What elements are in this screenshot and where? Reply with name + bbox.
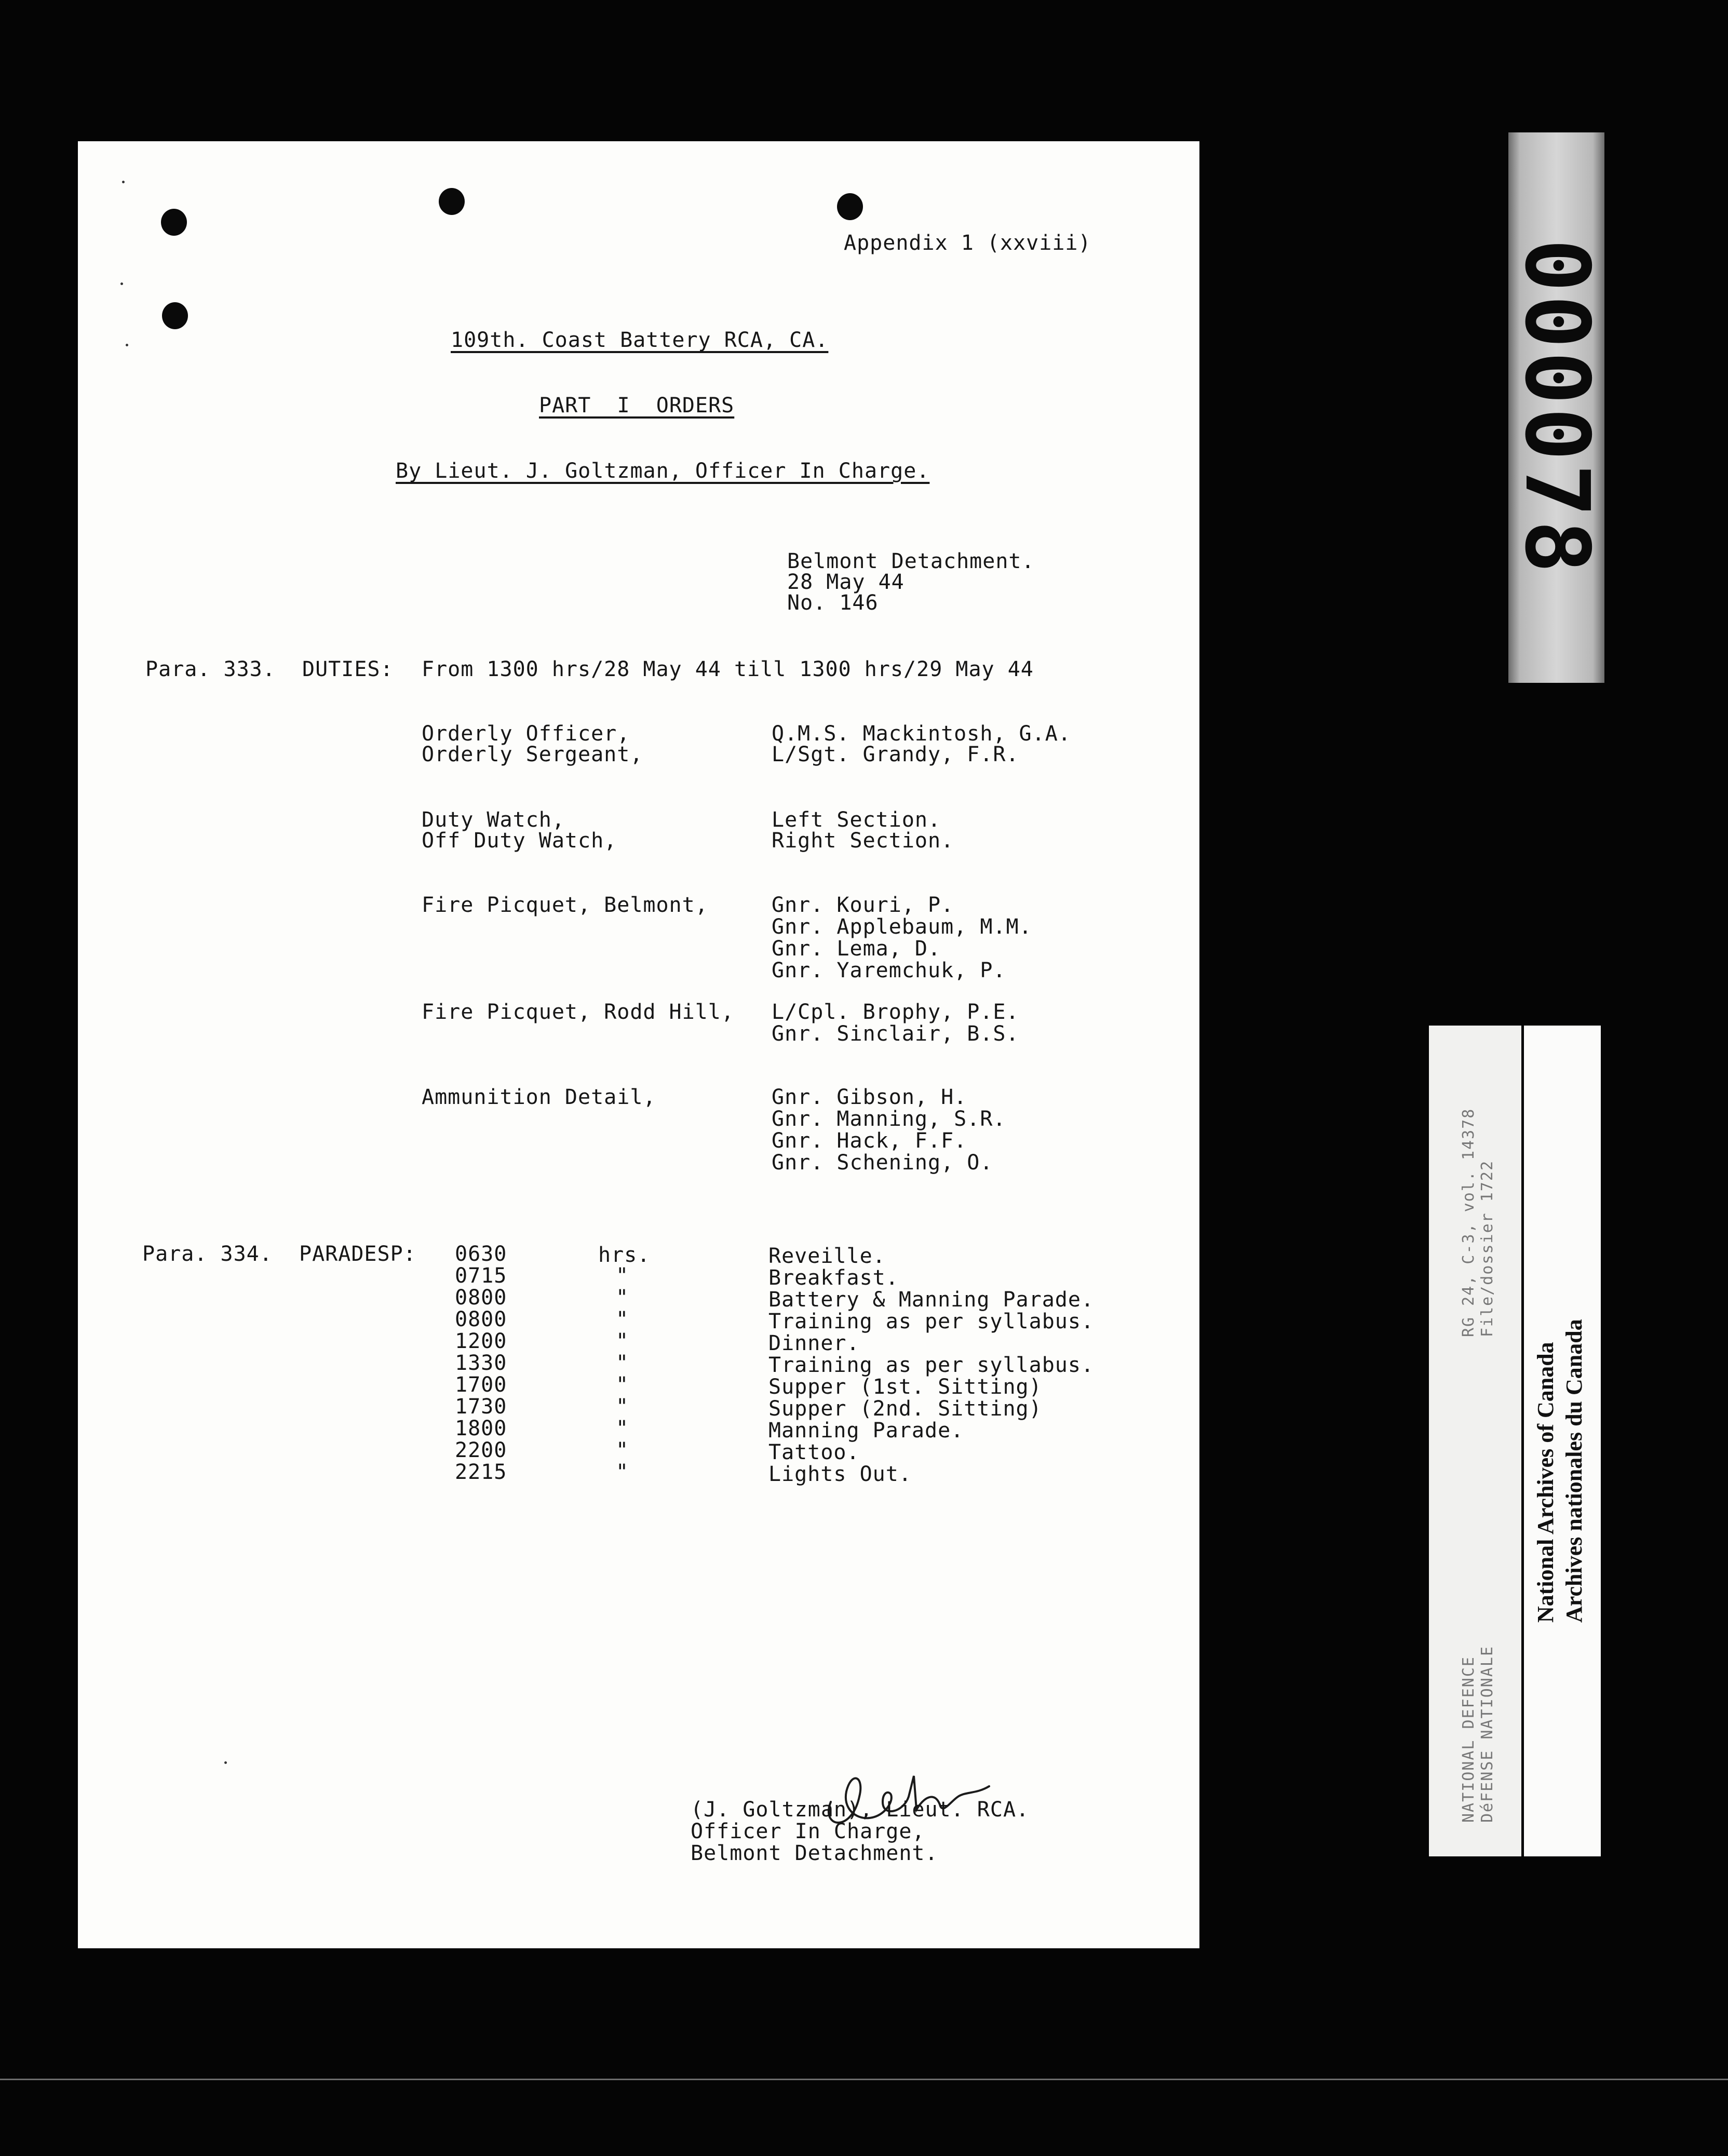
duty-label: Orderly Sergeant, <box>422 743 643 766</box>
duty-name: Gnr. Kouri, P. <box>772 893 954 917</box>
parade-time: 1330 <box>455 1351 507 1375</box>
parade-time: 2200 <box>455 1438 507 1462</box>
duty-name: Q.M.S. Mackintosh, G.A. <box>772 722 1071 746</box>
duty-name: L/Cpl. Brophy, P.E. <box>772 1000 1019 1024</box>
detachment: Belmont Detachment. <box>787 549 1035 573</box>
speck <box>120 282 123 285</box>
speck <box>224 1761 227 1764</box>
parade-event: Manning Parade. <box>768 1419 964 1443</box>
punch-hole <box>161 209 187 236</box>
ditto-mark: " <box>616 1395 629 1419</box>
para-333-number: Para. 333. <box>145 657 276 681</box>
archive-reference-label <box>1429 1026 1521 1856</box>
issued-by: By Lieut. J. Goltzman, Officer In Charge. <box>396 459 930 483</box>
parade-time: 0800 <box>455 1308 507 1331</box>
document-page <box>78 141 1199 1948</box>
parade-time: 0715 <box>455 1264 507 1288</box>
ditto-mark: " <box>616 1308 629 1331</box>
parade-time: 0800 <box>455 1286 507 1310</box>
order-date: 28 May 44 <box>787 570 905 594</box>
appendix-reference: Appendix 1 (xxviii) <box>844 231 1091 255</box>
archive-name-french: Archives nationales du Canada <box>1561 1319 1587 1623</box>
ditto-mark: " <box>616 1373 629 1397</box>
parade-event: Lights Out. <box>768 1462 912 1486</box>
duty-name: Gnr. Lema, D. <box>772 937 941 961</box>
archive-reference-line-1: RG 24, C-3, vol. 14378 <box>1460 1108 1478 1337</box>
duty-name: Gnr. Hack, F.F. <box>772 1129 967 1153</box>
parade-event: Supper (1st. Sitting) <box>768 1375 1042 1399</box>
archive-name-english: National Archives of Canada <box>1533 1342 1558 1623</box>
para-333-heading: DUTIES: <box>302 657 394 681</box>
parade-time: 1200 <box>455 1329 507 1353</box>
ditto-mark: " <box>616 1417 629 1440</box>
order-number: No. 146 <box>787 591 879 615</box>
ditto-mark: " <box>616 1351 629 1375</box>
parade-event: Training as per syllabus. <box>768 1310 1095 1333</box>
parade-time: 1800 <box>455 1417 507 1440</box>
ditto-mark: " <box>616 1460 629 1484</box>
punch-hole <box>162 302 188 329</box>
duty-name: Gnr. Yaremchuk, P. <box>772 959 1006 982</box>
signature-name: (J. Goltzman), Lieut. RCA. <box>691 1798 1030 1822</box>
ditto-mark: " <box>616 1264 629 1288</box>
film-edge-line <box>0 2079 1728 2080</box>
duty-name: Right Section. <box>772 829 954 853</box>
duty-label: Fire Picquet, Rodd Hill, <box>422 1000 734 1024</box>
parade-event: Reveille. <box>768 1244 886 1268</box>
department-line-1: NATIONAL DEFENCE <box>1460 1656 1478 1823</box>
duty-label: Off Duty Watch, <box>422 829 617 853</box>
ditto-mark: " <box>616 1329 629 1353</box>
duty-label: Orderly Officer, <box>422 722 630 746</box>
film-frame-strip <box>1505 132 1608 683</box>
duty-name: Gnr. Applebaum, M.M. <box>772 915 1032 939</box>
ditto-mark: " <box>616 1286 629 1310</box>
orders-title: PART I ORDERS <box>539 394 735 417</box>
duty-label: Ammunition Detail, <box>422 1085 656 1109</box>
unit-title: 109th. Coast Battery RCA, CA. <box>451 328 829 352</box>
parade-event: Supper (2nd. Sitting) <box>768 1397 1042 1421</box>
parade-time: 2215 <box>455 1460 507 1484</box>
duty-name: Gnr. Sinclair, B.S. <box>772 1022 1019 1046</box>
department-line-2: DéFENSE NATIONALE <box>1478 1645 1496 1823</box>
speck <box>122 181 125 183</box>
archive-reference-line-2: File/dossier 1722 <box>1478 1160 1496 1337</box>
parade-event: Training as per syllabus. <box>768 1353 1095 1377</box>
signature-title: Officer In Charge, <box>691 1820 925 1843</box>
duty-label: Duty Watch, <box>422 808 565 832</box>
frame-number: 000078 <box>1505 238 1608 577</box>
duty-name: Left Section. <box>772 808 941 832</box>
parade-time: 0630 <box>455 1242 507 1266</box>
punch-hole <box>439 188 465 215</box>
parade-event: Breakfast. <box>768 1266 899 1290</box>
speck <box>126 344 128 346</box>
duty-period: From 1300 hrs/28 May 44 till 1300 hrs/29 May 44 <box>422 657 1034 681</box>
parade-time: 1700 <box>455 1373 507 1397</box>
duty-name: L/Sgt. Grandy, F.R. <box>772 743 1019 766</box>
duty-name: Gnr. Gibson, H. <box>772 1085 967 1109</box>
duty-label: Fire Picquet, Belmont, <box>422 893 708 917</box>
parade-event: Battery & Manning Parade. <box>768 1288 1095 1312</box>
archive-name-label <box>1524 1026 1601 1856</box>
parade-time: 1730 <box>455 1395 507 1419</box>
punch-hole <box>837 193 863 220</box>
parade-event: Dinner. <box>768 1331 860 1355</box>
signature-unit: Belmont Detachment. <box>691 1841 938 1865</box>
para-334-heading: PARADESP: <box>299 1242 416 1266</box>
ditto-mark: " <box>616 1438 629 1462</box>
duty-name: Gnr. Manning, S.R. <box>772 1107 1006 1131</box>
duty-name: Gnr. Schening, O. <box>772 1151 993 1175</box>
time-unit: hrs. <box>598 1243 651 1267</box>
para-334-number: Para. 334. <box>142 1242 273 1266</box>
parade-event: Tattoo. <box>768 1440 860 1464</box>
